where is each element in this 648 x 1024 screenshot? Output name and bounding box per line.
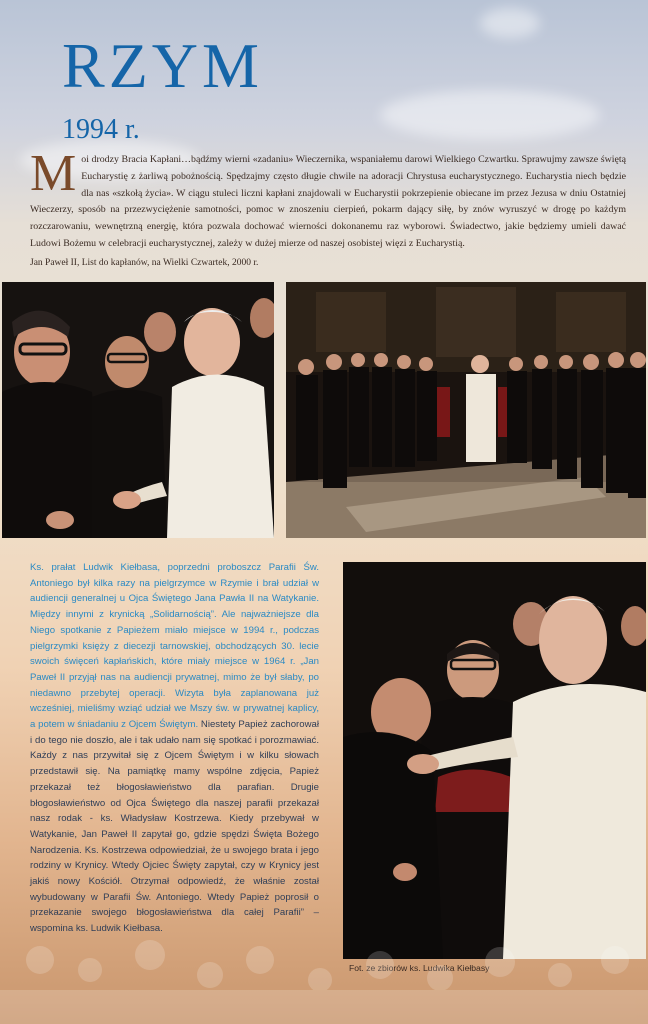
- photo-pope-greeting-priests-image: [2, 282, 274, 538]
- background-cloud: [380, 90, 600, 140]
- photo-group-audience-image: [286, 282, 646, 538]
- quote-source: Jan Paweł II, List do kapłanów, na Wielki Czwartek, 2000 r.: [30, 258, 259, 268]
- intro-quote: [30, 145, 626, 253]
- drop-cap: M: [30, 145, 77, 202]
- background-crowd: [0, 900, 648, 1024]
- photo-credit: Fot. ze zbiorów ks. Ludwika Kiełbasy: [349, 963, 490, 973]
- photo-group-audience: [286, 282, 646, 538]
- page-year: 1994 r.: [62, 114, 140, 145]
- page-title: RZYM: [62, 30, 263, 101]
- photo-pope-greeting-priests: [2, 282, 274, 538]
- background-cloud: [480, 8, 540, 38]
- story-text: [30, 560, 319, 937]
- story-lead: Ks. prałat Ludwik Kiełbasa, poprzedni proboszcz Parafii Św. Antoniego był kilka razy na pielgrzymce w Rzymie i brał udział w audiencji generalnej u Ojca Świętego Jana Pawła II na Watykanie. Między innymi z krynicką „Solidarnością”. Ale najważniejsze dla Niego spotkanie z Papieżem miało miejsce w 1994 r., podczas pielgrzymki księży z diecezji tarnowskiej, obchodzących 30. lecie swoich święceń kapłańskich, które miały miejsce w 1964 r. „Jan Paweł II przyjął nas na audiencji prywatnej, mimo że był słaby, po niedawno przebytej operacji. Wizyta była zaplanowana już wcześniej, mieliśmy wziąć udział we Mszy św. w prywatnej kaplicy, a potem w śniadaniu z Ojcem Świętym.: [30, 562, 319, 731]
- intro-text: oi drodzy Bracia Kapłani…bądźmy wierni «zadaniu» Wieczernika, wspaniałemu darowi Wielkiego Czwartku. Sprawujmy zawsze świętą Eucharystię z żarliwą pobożnością. Spędzajmy często długie chwile na adoracji Chrystusa eucharystycznego. Eucharystia niech będzie dla nas «szkołą życia». W ciągu stuleci liczni kapłani znajdowali w Eucharystii pokrzepienie obiecane im przez Jezusa w dniu Ostatniej Wieczerzy, sposób na przezwyciężenie samotności, pomoc w znoszeniu cierpień, pokarm dający siłę, by znów wyruszyć w drogę po każdym rozczarowaniu, wewnętrzną energię, która pozwala dochować wierności dokonanemu raz wyborowi. Świadectwo, jakie będziemy umieli dawać Ludowi Bożemu w celebracji eucharystycznej, zależy w dużej mierze od naszej osobistej więzi z Eucharystią.: [30, 154, 626, 249]
- story-rest: Niestety Papież zachorował i do tego nie doszło, ale i tak udało nam się spotkać i porozmawiać. Każdy z nas przywitał się z Ojcem Świętym i w kilku słowach przedstawił się. Na pamiątkę mamy wspólne zdjęcia, Papież przekazał też błogosławieństwo dla parafian. Drugie błogosławieństwo od Ojca Świętego dla naszej parafii przekazał nasz rodak - ks. Władysław Kostrzewa. Kiedy przebywał w Watykanie, Jan Paweł II zapytał go, gdzie spędzi Święta Bożego Narodzenia. Ks. Kostrzewa odpowiedział, że u swojego brata i jego rodziny w Krynicy. Wtedy Ojciec Święty zapytał, czy w Krynicy jest jakiś nowy Kościół. Otrzymał odpowiedź, że właśnie został wybudowany w Parafii Św. Antoniego. Wtedy Papież poprosił o przekazanie swojego błogosławieństwa dla całej Parafii” – wspomina ks. Ludwik Kiełbasa.: [30, 719, 319, 935]
